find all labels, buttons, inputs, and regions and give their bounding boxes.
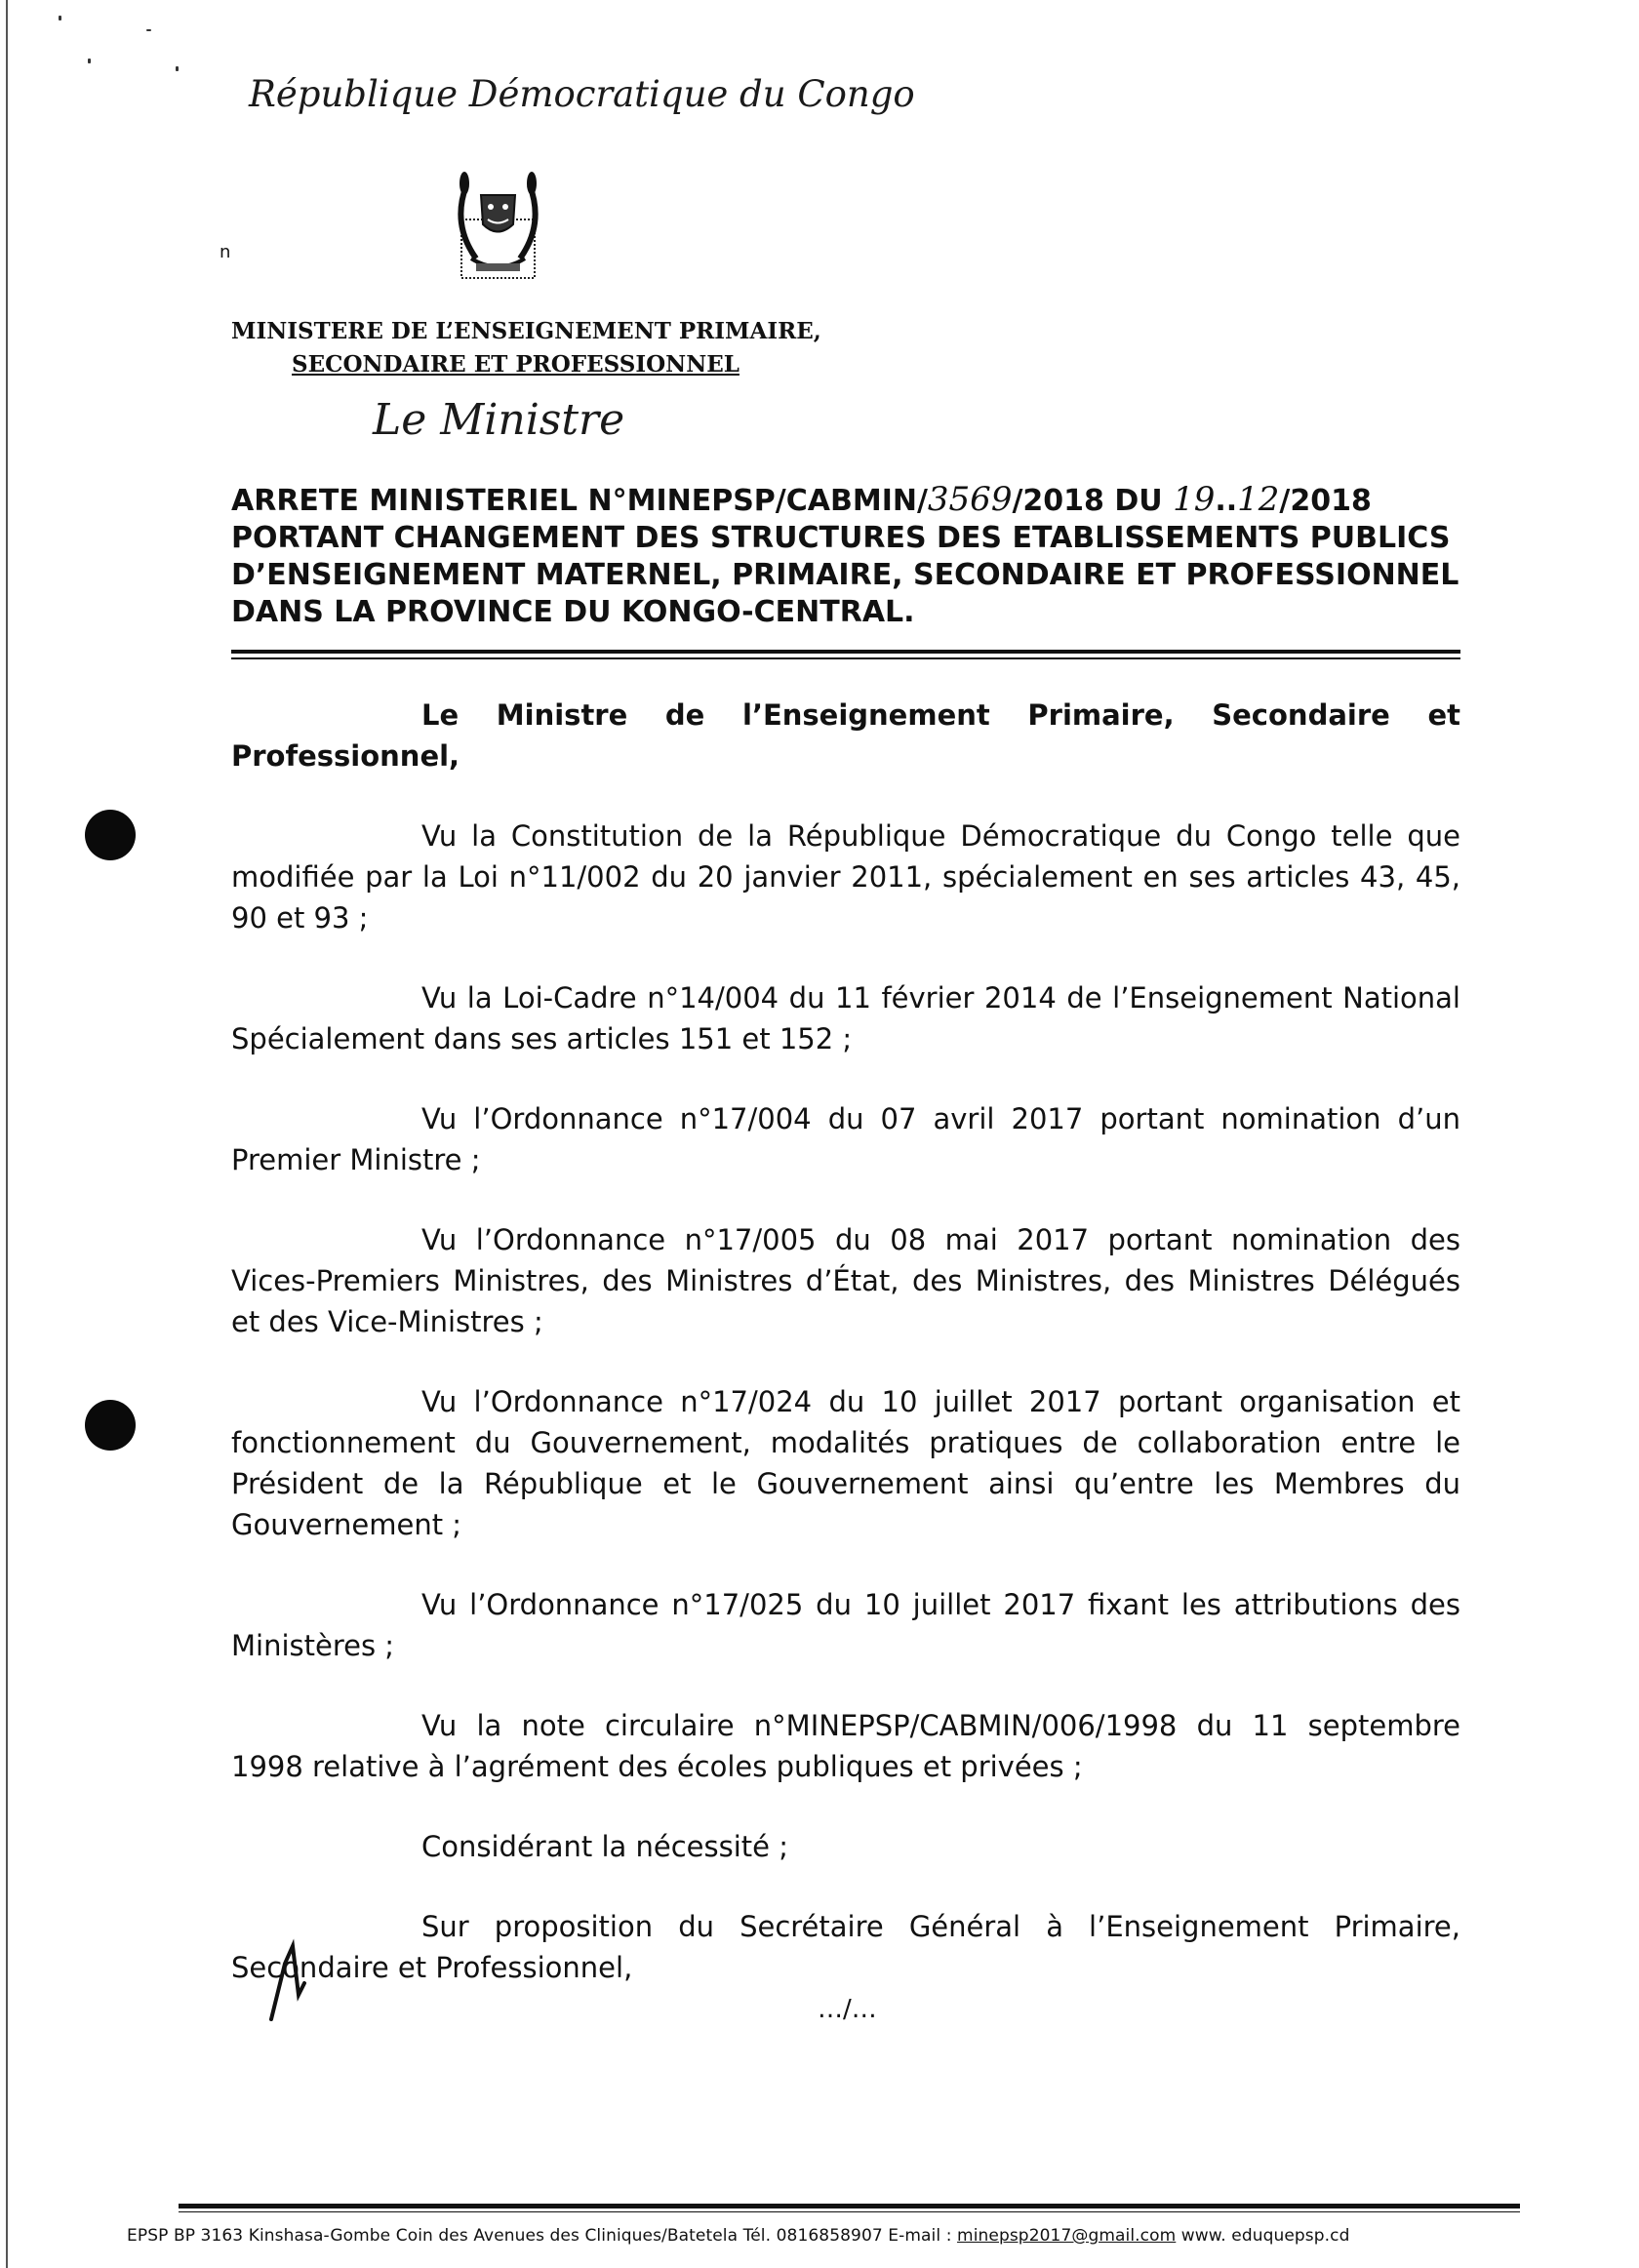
stray-mark: n <box>220 242 231 262</box>
congo-coat-of-arms-icon <box>437 166 559 288</box>
recital-constitution: Vu la Constitution de la République Démocratique du Congo telle que modifiée par la Loi n°11/002 du 20 janvier 2011, spécialement en ses articles 43, 45, 90 et 93 ; <box>231 819 1460 935</box>
intro-paragraph: Le Ministre de l’Enseignement Primaire, Secondaire et Professionnel, <box>231 698 1460 773</box>
scan-speck <box>88 59 91 63</box>
footer-address: EPSP BP 3163 Kinshasa-Gombe Coin des Avenues des Cliniques/Batetela Tél. 0816858907 E-mail : <box>127 2226 958 2246</box>
recital-note-circulaire: Vu la note circulaire n°MINEPSP/CABMIN/006/1998 du 11 septembre 1998 relative à l’agrément des écoles publiques et privées ; <box>231 1709 1460 1783</box>
decree-month-handwritten: 12 <box>1237 480 1280 519</box>
title-rule <box>231 650 1460 654</box>
country-heading: République Démocratique du Congo <box>249 73 915 115</box>
decree-body <box>231 695 1460 2027</box>
page-continues-mark: …/… <box>818 1995 877 2024</box>
recital-necessite: Considérant la nécessité ; <box>421 1830 788 1863</box>
decree-title-line-3: D’ENSEIGNEMENT MATERNEL, PRIMAIRE, SECONDAIRE ET PROFESSIONNEL <box>231 558 1459 592</box>
decree-title <box>231 481 1460 631</box>
ministry-line-2: SECONDAIRE ET PROFESSIONNEL <box>292 351 740 378</box>
decree-title-line-2: PORTANT CHANGEMENT DES STRUCTURES DES ETABLISSEMENTS PUBLICS <box>231 521 1451 555</box>
footer-email-link[interactable]: minepsp2017@gmail.com <box>957 2226 1177 2246</box>
scan-edge-line <box>6 0 8 2268</box>
scan-speck <box>146 29 151 31</box>
decree-day-handwritten: 19 <box>1173 480 1216 519</box>
footer <box>127 2226 1541 2246</box>
scan-speck <box>176 66 179 71</box>
decree-mid: /2018 DU <box>1012 484 1174 518</box>
recital-ordonnance-024: Vu l’Ordonnance n°17/024 du 10 juillet 2017 portant organisation et fonctionnement du Gouvernement, modalités pratiques de collaboration entre le Président de la République et le Gouvernement ainsi qu’entre les Membres du Gouvernement ; <box>231 1385 1460 1541</box>
recital-ordonnance-005: Vu l’Ordonnance n°17/005 du 08 mai 2017 portant nomination des Vices-Premiers Ministres, des Ministres d’État, des Ministres, des Ministres Délégués et des Vice-Ministres ; <box>231 1223 1460 1338</box>
punch-hole-bottom <box>85 1400 136 1451</box>
decree-suffix: /2018 <box>1279 484 1372 518</box>
recital-loi-cadre: Vu la Loi-Cadre n°14/004 du 11 février 2014 de l’Enseignement National Spécialement dans ses articles 151 et 152 ; <box>231 981 1460 1055</box>
footer-website[interactable]: www. eduquepsp.cd <box>1176 2226 1350 2246</box>
ministry-line-1: MINISTERE DE L’ENSEIGNEMENT PRIMAIRE, <box>231 318 821 344</box>
recital-ordonnance-025: Vu l’Ordonnance n°17/025 du 10 juillet 2017 fixant les attributions des Ministères ; <box>231 1588 1460 1662</box>
recital-ordonnance-004: Vu l’Ordonnance n°17/004 du 07 avril 2017 portant nomination d’un Premier Ministre ; <box>231 1102 1460 1176</box>
ministry-heading <box>231 315 821 381</box>
scan-speck <box>59 16 61 20</box>
title-rule-thin <box>231 657 1460 659</box>
decree-sep: .. <box>1215 484 1238 518</box>
decree-title-line-1 <box>231 481 1460 520</box>
decree-title-line-4: DANS LA PROVINCE DU KONGO-CENTRAL. <box>231 595 915 629</box>
initial-signature-mark <box>263 1936 322 2024</box>
le-ministre-heading: Le Ministre <box>373 395 625 445</box>
punch-hole-top <box>85 810 136 860</box>
decree-number-handwritten: 3569 <box>927 480 1013 519</box>
decree-prefix: ARRETE MINISTERIEL N°MINEPSP/CABMIN/ <box>231 484 928 518</box>
footer-rule-thin <box>179 2211 1520 2212</box>
footer-rule <box>179 2204 1520 2208</box>
recital-proposition: Sur proposition du Secrétaire Général à l’Enseignement Primaire, Secondaire et Professionnel, <box>231 1910 1460 1984</box>
